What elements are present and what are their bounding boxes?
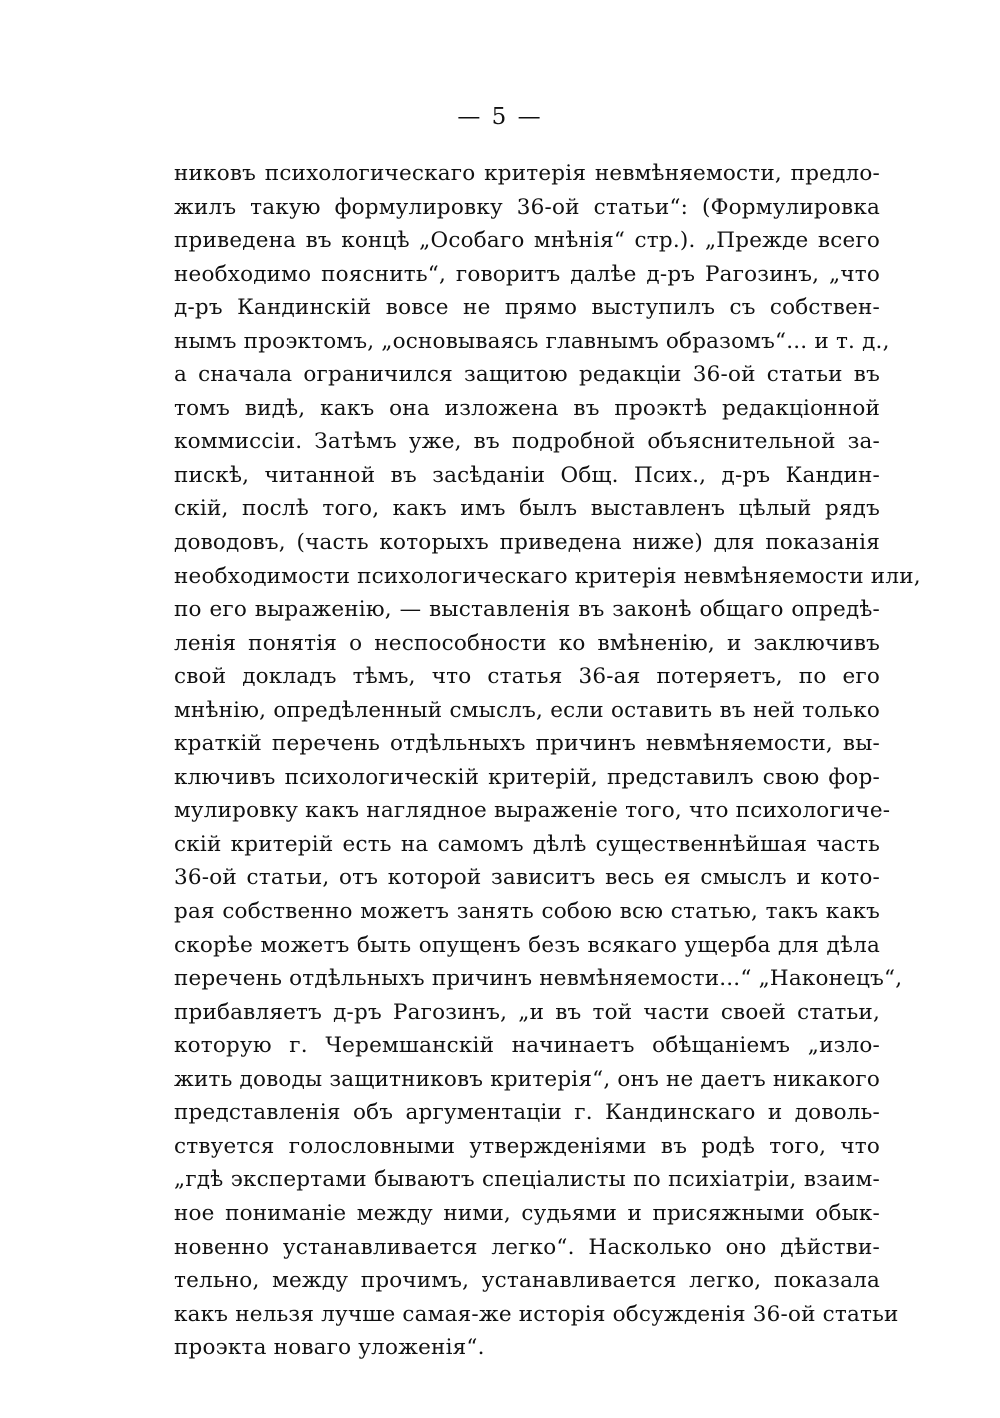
- text-line: тельно, между прочимъ, устанавливается легко, показала: [174, 1268, 880, 1294]
- text-line: а сначала ограничился защитою редакціи 36-ой статьи въ: [174, 362, 880, 388]
- text-line: доводовъ, (часть которыхъ приведена ниже) для показанія: [174, 530, 880, 556]
- text-line: необходимо пояснить“, говоритъ далѣе д-ръ Рагозинъ, „что: [174, 261, 880, 287]
- text-line: перечень отдѣльныхъ причинъ невмѣняемости...“ „Наконецъ“,: [174, 966, 903, 992]
- text-line: никовъ психологическаго критерія невмѣняемости, предло-: [174, 161, 880, 186]
- text-line: томъ видѣ, какъ она изложена въ проэктѣ редакціонной: [174, 395, 880, 421]
- text-line: пискѣ, читанной въ засѣданіи Общ. Псих., д-ръ Кандин-: [174, 462, 880, 488]
- text-line: свой докладъ тѣмъ, что статья 36-ая потеряетъ, по его: [174, 664, 880, 690]
- text-line: какъ нельзя лучше самая-же исторія обсужденія 36-ой статьи: [174, 1301, 899, 1327]
- text-line: коммиссіи. Затѣмъ уже, въ подробной объяснительной за-: [174, 429, 880, 455]
- text-line: скій, послѣ того, какъ имъ былъ выставленъ цѣлый рядъ: [174, 496, 880, 522]
- text-line: 36-ой статьи, отъ которой зависитъ весь ея смыслъ и кото-: [174, 865, 880, 891]
- text-line: ное пониманіе между ними, судьями и присяжными обык-: [174, 1200, 880, 1226]
- text-line: прибавляетъ д-ръ Рагозинъ, „и въ той части своей статьи,: [174, 999, 880, 1025]
- text-line: приведена въ концѣ „Особаго мнѣнія“ стр.). „Прежде всего: [174, 228, 880, 254]
- text-line: представленія объ аргументаціи г. Кандинскаго и доволь-: [174, 1100, 880, 1126]
- text-line: мнѣнію, опредѣленный смыслъ, если оставить въ ней только: [174, 697, 880, 723]
- text-line: скій критерій есть на самомъ дѣлѣ существеннѣйшая часть: [174, 831, 880, 857]
- text-line: проэкта новаго уложенія“.: [174, 1335, 485, 1361]
- text-line: которую г. Черемшанскій начинаетъ обѣщаніемъ „изло-: [174, 1033, 880, 1059]
- text-line: необходимости психологическаго критерія невмѣняемости или,: [174, 563, 921, 589]
- body-text: [174, 157, 921, 1365]
- text-line: рая собственно можетъ занять собою всю статью, такъ какъ: [174, 899, 880, 925]
- page-number: — 5 —: [457, 104, 543, 130]
- text-line: „гдѣ экспертами бываютъ спеціалисты по психіатріи, взаим-: [174, 1167, 880, 1193]
- text-line: жить доводы защитниковъ критерія“, онъ не даетъ никакого: [174, 1066, 880, 1092]
- text-line: ленія понятія о неспособности ко вмѣненію, и заключивъ: [174, 630, 880, 656]
- text-line: д-ръ Кандинскій вовсе не прямо выступилъ съ собствен-: [174, 295, 880, 321]
- text-line: жилъ такую формулировку 36-ой статьи“: (Формулировка: [174, 194, 880, 220]
- text-line: мулировку какъ наглядное выраженіе того, что психологиче-: [174, 798, 891, 824]
- text-line: ключивъ психологическій критерій, представилъ свою фор-: [174, 764, 880, 790]
- text-line: новенно устанавливается легко“. Насколько оно дѣйстви-: [174, 1234, 880, 1260]
- text-line: краткій перечень отдѣльныхъ причинъ невмѣняемости, вы-: [174, 731, 880, 757]
- text-line: по его выраженію, — выставленія въ законѣ общаго опредѣ-: [174, 597, 880, 623]
- text-line: ствуется голословными утвержденіями въ родѣ того, что: [174, 1133, 880, 1159]
- text-line: скорѣе можетъ быть опущенъ безъ всякаго ущерба для дѣла: [174, 932, 880, 958]
- text-line: нымъ проэктомъ, „основываясь главнымъ образомъ“... и т. д.,: [174, 328, 890, 354]
